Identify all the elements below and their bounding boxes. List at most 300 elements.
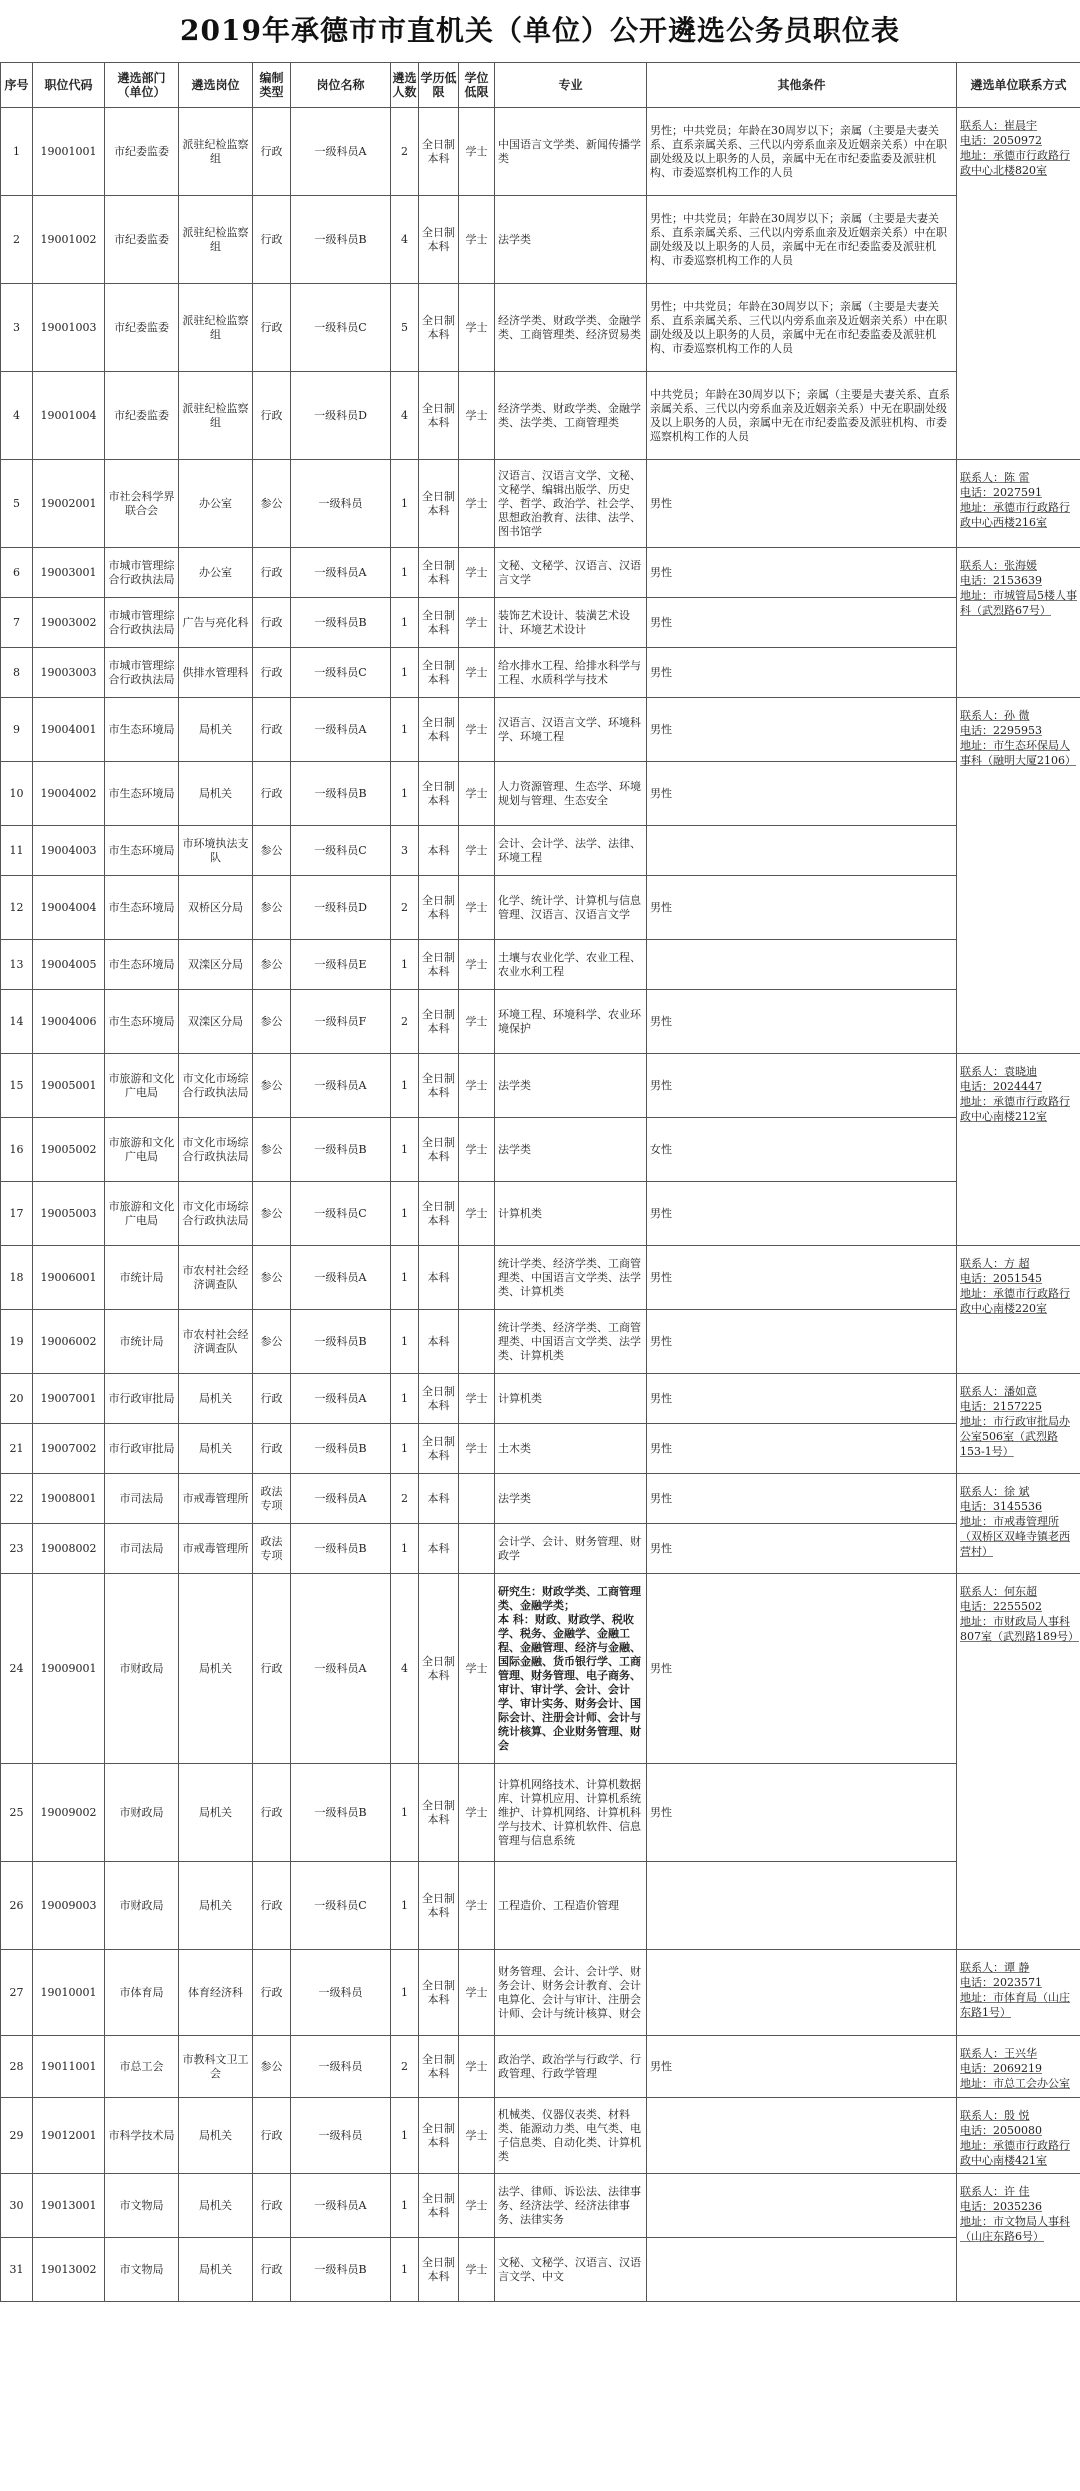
cell-major: 会计、会计学、法学、法律、环境工程 [495, 826, 647, 876]
cell-edu: 全日制本科 [419, 2036, 459, 2098]
contact-info: 联系人：谭 静 电话：2023571 地址：市体育局（山庄东路1号） [960, 1961, 1070, 2019]
cell-post: 市文化市场综合行政执法局 [179, 1182, 253, 1246]
cell-post: 局机关 [179, 2098, 253, 2174]
cell-count: 2 [391, 1474, 419, 1524]
cell-count: 1 [391, 1950, 419, 2036]
table-row [1, 548, 1080, 598]
cell-dept: 市城市管理综合行政执法局 [105, 598, 179, 648]
cell-dept: 市旅游和文化广电局 [105, 1054, 179, 1118]
cell-degree [459, 1246, 495, 1310]
cell-seq: 10 [1, 762, 33, 826]
cell-code: 19003003 [33, 648, 105, 698]
cell-edu: 全日制本科 [419, 940, 459, 990]
cell-cond: 男性；中共党员；年龄在30周岁以下；亲属（主要是夫妻关系、直系亲属关系、三代以内旁系血亲及近姻亲关系）中在职副处级及以上职务的人员，亲属中无在市纪委监委及派驻机构、市委巡察机构工作的人员 [647, 108, 957, 196]
cell-dept: 市科学技术局 [105, 2098, 179, 2174]
cell-post: 市文化市场综合行政执法局 [179, 1054, 253, 1118]
cell-seq: 29 [1, 2098, 33, 2174]
cell-name: 一级科员A [291, 1246, 391, 1310]
table-row [1, 1118, 1080, 1182]
table-body [1, 108, 1080, 2302]
cell-post: 办公室 [179, 548, 253, 598]
cell-cond: 男性 [647, 1310, 957, 1374]
cell-edu: 全日制本科 [419, 2174, 459, 2238]
cell-count: 2 [391, 876, 419, 940]
cell-degree: 学士 [459, 196, 495, 284]
cell-post: 市文化市场综合行政执法局 [179, 1118, 253, 1182]
cell-edu: 全日制本科 [419, 460, 459, 548]
cell-count: 1 [391, 1118, 419, 1182]
cell-seq: 8 [1, 648, 33, 698]
table-row [1, 762, 1080, 826]
cell-cond: 女性 [647, 1118, 957, 1182]
cell-edu: 本科 [419, 1524, 459, 1574]
cell-count: 1 [391, 2238, 419, 2302]
cell-post: 市农村社会经济调查队 [179, 1246, 253, 1310]
cell-dept: 市纪委监委 [105, 284, 179, 372]
cell-type: 参公 [253, 990, 291, 1054]
cell-seq: 5 [1, 460, 33, 548]
cell-cond: 男性 [647, 2036, 957, 2098]
cell-major: 中国语言文学类、新闻传播学类 [495, 108, 647, 196]
cell-cond: 男性 [647, 762, 957, 826]
cell-seq: 24 [1, 1574, 33, 1764]
cell-edu: 全日制本科 [419, 548, 459, 598]
cell-type: 参公 [253, 1118, 291, 1182]
cell-degree: 学士 [459, 648, 495, 698]
cell-cond [647, 1950, 957, 2036]
cell-edu: 全日制本科 [419, 698, 459, 762]
cell-count: 4 [391, 1574, 419, 1764]
document-title: 2019年承德市市直机关（单位）公开遴选公务员职位表 [180, 14, 900, 47]
cell-seq: 15 [1, 1054, 33, 1118]
cell-type: 参公 [253, 826, 291, 876]
cell-edu: 本科 [419, 1246, 459, 1310]
cell-type: 行政 [253, 372, 291, 460]
cell-cond [647, 1862, 957, 1950]
cell-degree: 学士 [459, 1182, 495, 1246]
cell-type: 行政 [253, 698, 291, 762]
cell-seq: 11 [1, 826, 33, 876]
cell-code: 19006002 [33, 1310, 105, 1374]
cell-dept: 市财政局 [105, 1764, 179, 1862]
cell-seq: 21 [1, 1424, 33, 1474]
cell-dept: 市纪委监委 [105, 108, 179, 196]
cell-name: 一级科员B [291, 1118, 391, 1182]
cell-edu: 全日制本科 [419, 196, 459, 284]
contact-info: 联系人：徐 斌 电话：3145536 地址：市戒毒管理所（双桥区双峰寺镇老西营村） [960, 1485, 1070, 1558]
cell-code: 19001003 [33, 284, 105, 372]
table-row [1, 108, 1080, 196]
cell-count: 5 [391, 284, 419, 372]
table-row [1, 1574, 1080, 1764]
cell-type: 行政 [253, 108, 291, 196]
cell-degree: 学士 [459, 108, 495, 196]
cell-type: 行政 [253, 598, 291, 648]
table-row [1, 1310, 1080, 1374]
cell-post: 市戒毒管理所 [179, 1474, 253, 1524]
cell-degree [459, 1310, 495, 1374]
cell-cond [647, 826, 957, 876]
cell-seq: 30 [1, 2174, 33, 2238]
cell-seq: 16 [1, 1118, 33, 1182]
cell-post: 局机关 [179, 1424, 253, 1474]
cell-dept: 市生态环境局 [105, 698, 179, 762]
cell-seq: 12 [1, 876, 33, 940]
cell-degree: 学士 [459, 1054, 495, 1118]
cell-count: 2 [391, 108, 419, 196]
cell-major: 法学类 [495, 1118, 647, 1182]
table-row [1, 990, 1080, 1054]
cell-degree: 学士 [459, 990, 495, 1054]
header-major: 专业 [495, 63, 647, 108]
cell-degree: 学士 [459, 2238, 495, 2302]
cell-type: 行政 [253, 548, 291, 598]
cell-name: 一级科员B [291, 1764, 391, 1862]
cell-dept: 市纪委监委 [105, 196, 179, 284]
table-row [1, 826, 1080, 876]
cell-count: 1 [391, 762, 419, 826]
cell-degree: 学士 [459, 2174, 495, 2238]
cell-type: 行政 [253, 2098, 291, 2174]
contact-cell [957, 1054, 1080, 1246]
header-dept: 遴选部门（单位） [105, 63, 179, 108]
cell-major: 土木类 [495, 1424, 647, 1474]
cell-degree [459, 1474, 495, 1524]
cell-post: 双滦区分局 [179, 990, 253, 1054]
cell-edu: 全日制本科 [419, 108, 459, 196]
contact-info: 联系人：王兴华 电话：2069219 地址：市总工会办公室 [960, 2047, 1070, 2090]
cell-code: 19004006 [33, 990, 105, 1054]
cell-edu: 全日制本科 [419, 1374, 459, 1424]
cell-degree: 学士 [459, 2098, 495, 2174]
cell-degree: 学士 [459, 372, 495, 460]
contact-info: 联系人：何东超 电话：2255502 地址：市财政局人事科807室（武烈路189号） [960, 1585, 1079, 1643]
cell-dept: 市生态环境局 [105, 762, 179, 826]
cell-seq: 25 [1, 1764, 33, 1862]
cell-degree: 学士 [459, 460, 495, 548]
cell-code: 19005002 [33, 1118, 105, 1182]
cell-degree: 学士 [459, 1574, 495, 1764]
cell-seq: 3 [1, 284, 33, 372]
cell-dept: 市城市管理综合行政执法局 [105, 648, 179, 698]
cell-count: 4 [391, 196, 419, 284]
cell-name: 一级科员B [291, 1310, 391, 1374]
cell-name: 一级科员A [291, 1374, 391, 1424]
cell-name: 一级科员A [291, 1054, 391, 1118]
cell-dept: 市行政审批局 [105, 1424, 179, 1474]
contact-cell [957, 2036, 1080, 2098]
contact-cell [957, 1246, 1080, 1374]
cell-code: 19004005 [33, 940, 105, 990]
cell-type: 行政 [253, 284, 291, 372]
cell-degree: 学士 [459, 1424, 495, 1474]
cell-code: 19001004 [33, 372, 105, 460]
cell-major: 法学类 [495, 1054, 647, 1118]
table-row [1, 284, 1080, 372]
cell-code: 19011001 [33, 2036, 105, 2098]
table-row [1, 460, 1080, 548]
cell-name: 一级科员A [291, 1574, 391, 1764]
cell-seq: 1 [1, 108, 33, 196]
cell-count: 2 [391, 2036, 419, 2098]
cell-cond: 男性 [647, 1764, 957, 1862]
cell-type: 行政 [253, 1574, 291, 1764]
contact-info: 联系人：潘如意 电话：2157225 地址：市行政审批局办公室506室（武烈路153-1号） [960, 1385, 1070, 1458]
table-row [1, 698, 1080, 762]
table-row [1, 598, 1080, 648]
cell-code: 19012001 [33, 2098, 105, 2174]
cell-count: 1 [391, 940, 419, 990]
cell-post: 市教科文卫工会 [179, 2036, 253, 2098]
cell-post: 广告与亮化科 [179, 598, 253, 648]
cell-edu: 全日制本科 [419, 2098, 459, 2174]
cell-name: 一级科员B [291, 1524, 391, 1574]
cell-post: 派驻纪检监察组 [179, 372, 253, 460]
cell-type: 参公 [253, 2036, 291, 2098]
cell-type: 参公 [253, 1054, 291, 1118]
header-post: 遴选岗位 [179, 63, 253, 108]
table-row [1, 876, 1080, 940]
cell-edu: 本科 [419, 1474, 459, 1524]
cell-name: 一级科员F [291, 990, 391, 1054]
cell-edu: 全日制本科 [419, 762, 459, 826]
cell-degree: 学士 [459, 1950, 495, 2036]
header-count: 遴选人数 [391, 63, 419, 108]
cell-count: 3 [391, 826, 419, 876]
table-row [1, 1424, 1080, 1474]
cell-dept: 市文物局 [105, 2174, 179, 2238]
cell-count: 1 [391, 2098, 419, 2174]
table-row [1, 1862, 1080, 1950]
cell-name: 一级科员 [291, 2036, 391, 2098]
cell-edu: 本科 [419, 826, 459, 876]
cell-name: 一级科员A [291, 2174, 391, 2238]
table-row [1, 2036, 1080, 2098]
cell-name: 一级科员B [291, 1424, 391, 1474]
cell-code: 19004001 [33, 698, 105, 762]
cell-name: 一级科员B [291, 598, 391, 648]
cell-name: 一级科员C [291, 284, 391, 372]
cell-type: 参公 [253, 460, 291, 548]
cell-seq: 9 [1, 698, 33, 762]
cell-post: 局机关 [179, 1574, 253, 1764]
cell-name: 一级科员C [291, 648, 391, 698]
cell-code: 19001002 [33, 196, 105, 284]
cell-seq: 27 [1, 1950, 33, 2036]
table-row [1, 1054, 1080, 1118]
cell-type: 行政 [253, 1374, 291, 1424]
cell-degree: 学士 [459, 876, 495, 940]
cell-type: 行政 [253, 1950, 291, 2036]
table-row [1, 2238, 1080, 2302]
cell-cond: 男性；中共党员；年龄在30周岁以下；亲属（主要是夫妻关系、直系亲属关系、三代以内旁系血亲及近姻亲关系）中在职副处级及以上职务的人员，亲属中无在市纪委监委及派驻机构、市委巡察机构工作的人员 [647, 196, 957, 284]
header-degree: 学位低限 [459, 63, 495, 108]
cell-major: 统计学类、经济学类、工商管理类、中国语言文学类、法学类、计算机类 [495, 1310, 647, 1374]
cell-major: 经济学类、财政学类、金融学类、工商管理类、经济贸易类 [495, 284, 647, 372]
cell-code: 19003002 [33, 598, 105, 648]
cell-dept: 市司法局 [105, 1524, 179, 1574]
cell-type: 参公 [253, 1310, 291, 1374]
cell-cond: 男性 [647, 1374, 957, 1424]
cell-cond: 男性 [647, 1524, 957, 1574]
cell-dept: 市社会科学界联合会 [105, 460, 179, 548]
cell-post: 局机关 [179, 2174, 253, 2238]
cell-post: 双滦区分局 [179, 940, 253, 990]
cell-edu: 全日制本科 [419, 876, 459, 940]
contact-cell [957, 1950, 1080, 2036]
table-row [1, 1524, 1080, 1574]
cell-cond: 男性 [647, 1054, 957, 1118]
cell-code: 19002001 [33, 460, 105, 548]
cell-name: 一级科员B [291, 2238, 391, 2302]
cell-name: 一级科员 [291, 2098, 391, 2174]
header-cond: 其他条件 [647, 63, 957, 108]
cell-cond: 中共党员；年龄在30周岁以下；亲属（主要是夫妻关系、直系亲属关系、三代以内旁系血亲及近姻亲关系）中无在职副处级及以上职务的人员，亲属中无在市纪委监委及派驻机构、市委巡察机构工作的人员 [647, 372, 957, 460]
cell-dept: 市体育局 [105, 1950, 179, 2036]
cell-code: 19013002 [33, 2238, 105, 2302]
cell-major: 环境工程、环境科学、农业环境保护 [495, 990, 647, 1054]
position-table [0, 62, 1080, 2302]
cell-edu: 全日制本科 [419, 598, 459, 648]
header-contact: 遴选单位联系方式 [957, 63, 1080, 108]
cell-type: 参公 [253, 876, 291, 940]
cell-seq: 26 [1, 1862, 33, 1950]
cell-post: 局机关 [179, 1764, 253, 1862]
cell-seq: 20 [1, 1374, 33, 1424]
cell-code: 19001001 [33, 108, 105, 196]
cell-cond: 男性 [647, 598, 957, 648]
cell-major: 法学类 [495, 196, 647, 284]
contact-info: 联系人：方 超 电话：2051545 地址：承德市行政路行政中心南楼220室 [960, 1257, 1070, 1315]
cell-dept: 市生态环境局 [105, 990, 179, 1054]
cell-edu: 全日制本科 [419, 990, 459, 1054]
table-row [1, 1182, 1080, 1246]
cell-seq: 22 [1, 1474, 33, 1524]
contact-cell [957, 1574, 1080, 1950]
cell-degree [459, 1524, 495, 1574]
cell-seq: 4 [1, 372, 33, 460]
cell-cond: 男性 [647, 1182, 957, 1246]
cell-edu: 本科 [419, 1310, 459, 1374]
cell-type: 行政 [253, 762, 291, 826]
cell-code: 19009002 [33, 1764, 105, 1862]
cell-count: 1 [391, 460, 419, 548]
table-row [1, 1474, 1080, 1524]
cell-count: 1 [391, 698, 419, 762]
cell-dept: 市生态环境局 [105, 940, 179, 990]
cell-count: 1 [391, 1524, 419, 1574]
cell-cond: 男性 [647, 698, 957, 762]
cell-edu: 全日制本科 [419, 1054, 459, 1118]
cell-code: 19003001 [33, 548, 105, 598]
cell-cond: 男性；中共党员；年龄在30周岁以下；亲属（主要是夫妻关系、直系亲属关系、三代以内旁系血亲及近姻亲关系）中在职副处级及以上职务的人员，亲属中无在市纪委监委及派驻机构、市委巡察机构工作的人员 [647, 284, 957, 372]
cell-count: 1 [391, 548, 419, 598]
cell-post: 派驻纪检监察组 [179, 196, 253, 284]
cell-code: 19007001 [33, 1374, 105, 1424]
cell-dept: 市统计局 [105, 1310, 179, 1374]
cell-count: 1 [391, 1054, 419, 1118]
cell-code: 19009003 [33, 1862, 105, 1950]
cell-count: 1 [391, 2174, 419, 2238]
cell-major: 化学、统计学、计算机与信息管理、汉语言、汉语言文学 [495, 876, 647, 940]
cell-post: 局机关 [179, 1374, 253, 1424]
cell-name: 一级科员C [291, 1182, 391, 1246]
cell-code: 19013001 [33, 2174, 105, 2238]
cell-count: 4 [391, 372, 419, 460]
cell-edu: 全日制本科 [419, 1118, 459, 1182]
cell-seq: 2 [1, 196, 33, 284]
contact-info: 联系人：陈 雷 电话：2027591 地址：承德市行政路行政中心西楼216室 [960, 471, 1070, 529]
cell-edu: 全日制本科 [419, 372, 459, 460]
cell-count: 1 [391, 1862, 419, 1950]
cell-cond: 男性 [647, 1574, 957, 1764]
cell-code: 19005001 [33, 1054, 105, 1118]
cell-major: 政治学、政治学与行政学、行政管理、行政学管理 [495, 2036, 647, 2098]
cell-major: 装饰艺术设计、装潢艺术设计、环境艺术设计 [495, 598, 647, 648]
cell-edu: 全日制本科 [419, 284, 459, 372]
cell-name: 一级科员C [291, 1862, 391, 1950]
cell-cond: 男性 [647, 460, 957, 548]
cell-degree: 学士 [459, 1374, 495, 1424]
cell-major: 经济学类、财政学类、金融学类、法学类、工商管理类 [495, 372, 647, 460]
cell-type: 政法专项 [253, 1474, 291, 1524]
cell-count: 1 [391, 1310, 419, 1374]
cell-seq: 14 [1, 990, 33, 1054]
cell-type: 行政 [253, 648, 291, 698]
cell-major: 法学类 [495, 1474, 647, 1524]
cell-count: 1 [391, 648, 419, 698]
cell-edu: 全日制本科 [419, 1764, 459, 1862]
cell-seq: 18 [1, 1246, 33, 1310]
cell-major: 计算机网络技术、计算机数据库、计算机应用、计算机系统维护、计算机网络、计算机科学与技术、计算机软件、信息管理与信息系统 [495, 1764, 647, 1862]
cell-name: 一级科员 [291, 460, 391, 548]
cell-edu: 全日制本科 [419, 2238, 459, 2302]
cell-seq: 17 [1, 1182, 33, 1246]
cell-cond: 男性 [647, 1246, 957, 1310]
cell-name: 一级科员C [291, 826, 391, 876]
cell-name: 一级科员A [291, 1474, 391, 1524]
cell-code: 19005003 [33, 1182, 105, 1246]
cell-seq: 6 [1, 548, 33, 598]
cell-major: 统计学类、经济学类、工商管理类、中国语言文学类、法学类、计算机类 [495, 1246, 647, 1310]
header-name: 岗位名称 [291, 63, 391, 108]
cell-major: 工程造价、工程造价管理 [495, 1862, 647, 1950]
cell-post: 市环境执法支队 [179, 826, 253, 876]
cell-dept: 市纪委监委 [105, 372, 179, 460]
table-row [1, 1950, 1080, 2036]
cell-cond: 男性 [647, 1474, 957, 1524]
contact-info: 联系人：许 佳 电话：2035236 地址：市文物局人事科（山庄东路6号） [960, 2185, 1070, 2243]
cell-edu: 全日制本科 [419, 1574, 459, 1764]
cell-cond: 男性 [647, 1424, 957, 1474]
cell-major: 计算机类 [495, 1374, 647, 1424]
cell-count: 2 [391, 990, 419, 1054]
contact-info: 联系人：殷 悦 电话：2050080 地址：承德市行政路行政中心南楼421室 [960, 2109, 1070, 2167]
cell-code: 19004002 [33, 762, 105, 826]
cell-major: 给水排水工程、给排水科学与工程、水质科学与技术 [495, 648, 647, 698]
cell-major: 汉语言、汉语言文学、环境科学、环境工程 [495, 698, 647, 762]
contact-cell [957, 1474, 1080, 1574]
cell-degree: 学士 [459, 1118, 495, 1182]
cell-dept: 市旅游和文化广电局 [105, 1118, 179, 1182]
cell-dept: 市旅游和文化广电局 [105, 1182, 179, 1246]
cell-code: 19008001 [33, 1474, 105, 1524]
cell-edu: 全日制本科 [419, 648, 459, 698]
cell-count: 1 [391, 1764, 419, 1862]
cell-code: 19004004 [33, 876, 105, 940]
cell-seq: 23 [1, 1524, 33, 1574]
cell-seq: 31 [1, 2238, 33, 2302]
